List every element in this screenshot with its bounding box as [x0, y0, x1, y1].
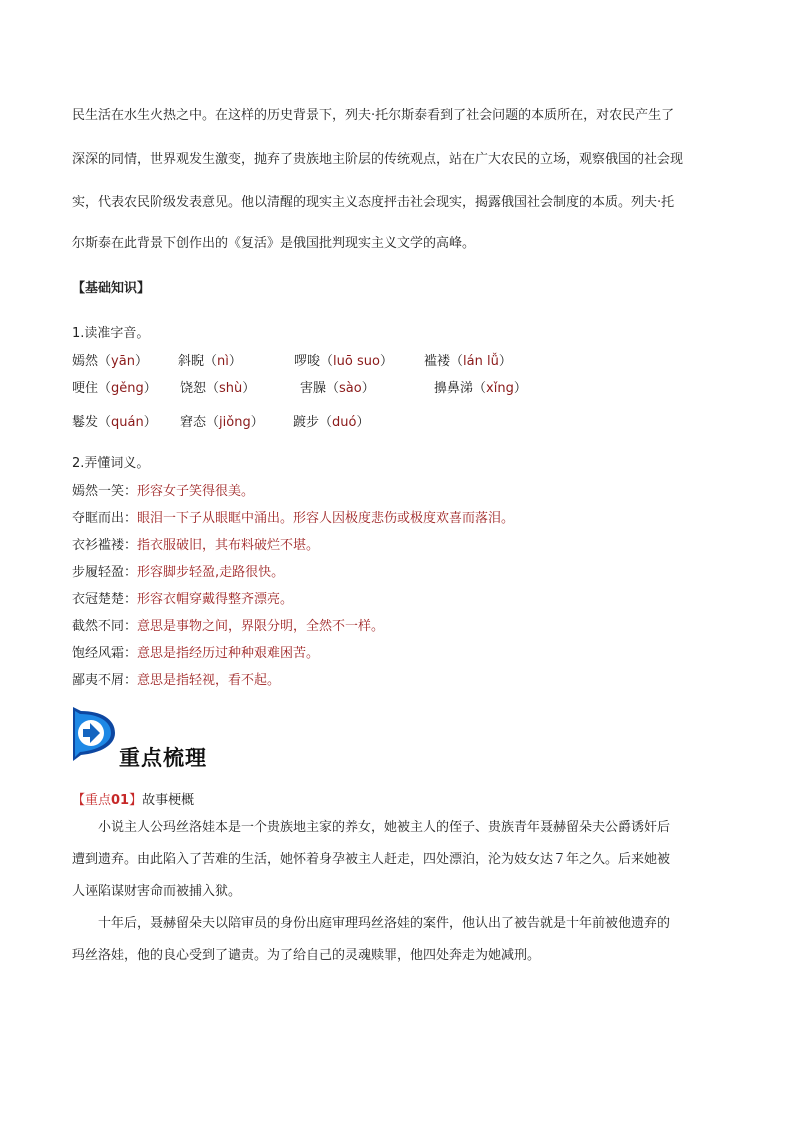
point-title: 故事梗概: [142, 793, 195, 808]
pronunciation-item: [424, 350, 512, 369]
pron-word: 踱步: [293, 415, 320, 430]
pron-pinyin: duó: [332, 415, 357, 430]
pron-pinyin: sào: [339, 381, 362, 396]
story-line: 遭到遗弃。由此陷入了苦难的生活，她怀着身孕被主人赶走，四处漂泊，沦为妓女达７年之久。后来她被: [72, 852, 671, 867]
paren-open: （: [98, 415, 112, 430]
pron-word: 饶恕: [180, 381, 207, 396]
basic-knowledge-label: 【基础知识】: [72, 281, 151, 296]
vocab-term: 鄙夷不屑：: [72, 673, 138, 688]
vocab-term: 嫣然一笑：: [72, 484, 138, 499]
paren-close: ）: [250, 415, 264, 430]
paren-open: （: [204, 354, 218, 369]
vocab-item: [72, 642, 319, 661]
pronunciation-item: [72, 377, 157, 396]
paren-open: （: [326, 381, 340, 396]
pron-pinyin: quán: [111, 415, 144, 430]
vocab-definition: 形容脚步轻盈,走路很快。: [137, 565, 285, 580]
vocab-term: 衣衫褴褛：: [72, 538, 138, 553]
pron-word: 鬈发: [72, 415, 99, 430]
paren-open: （: [320, 354, 334, 369]
paren-close: ）: [356, 415, 370, 430]
paren-close: ）: [513, 381, 527, 396]
intro-line: 深深的同情，世界观发生激变，抛弃了贵族地主阶层的传统观点，站在广大农民的立场，观察俄国的社会现: [72, 152, 684, 167]
vocab-term: 饱经风霜：: [72, 646, 138, 661]
vocab-definition: 指衣服破旧，其布料破烂不堪。: [137, 538, 320, 553]
vocab-definition: 形容衣帽穿戴得整齐漂亮。: [137, 592, 294, 607]
vocab-term: 衣冠楚楚：: [72, 592, 138, 607]
pron-pinyin: yān: [111, 354, 135, 369]
pronunciation-item: [293, 411, 370, 430]
paren-open: （: [206, 381, 220, 396]
pron-pinyin: shù: [219, 381, 243, 396]
vocab-item: [72, 561, 284, 580]
vocab-item: [72, 480, 254, 499]
pronunciation-item: [72, 350, 148, 369]
paren-open: （: [98, 381, 112, 396]
pron-word: 窘态: [180, 415, 207, 430]
paren-close: ）: [228, 354, 242, 369]
vocab-item: [72, 615, 384, 634]
story-line: 人诬陷谋财害命而被捕入狱。: [72, 884, 242, 899]
pronunciation-item: [294, 350, 393, 369]
point-tag-open: 【重点: [72, 793, 112, 808]
vocab-term: 截然不同：: [72, 619, 138, 634]
vocab-item: [72, 588, 293, 607]
pron-word: 害臊: [300, 381, 327, 396]
paren-close: ）: [143, 381, 157, 396]
vocab-definition: 意思是指轻视，看不起。: [137, 673, 281, 688]
pron-word: 哽住: [72, 381, 99, 396]
arrow-right-icon: [71, 705, 119, 763]
pron-word: 啰唆: [294, 354, 321, 369]
paren-close: ）: [134, 354, 148, 369]
point-tag-close: 】: [129, 793, 143, 808]
key-points-title: 重点梳理: [119, 745, 207, 770]
vocab-term: 夺眶而出：: [72, 511, 138, 526]
pronunciation-item: [178, 350, 242, 369]
pron-word: 擤鼻涕: [434, 381, 474, 396]
paren-open: （: [473, 381, 487, 396]
pron-word: 褴褛: [424, 354, 451, 369]
point-number: 01: [111, 793, 130, 808]
vocab-definition: 意思是事物之间，界限分明，全然不一样。: [137, 619, 385, 634]
paren-close: ）: [143, 415, 157, 430]
pron-pinyin: xǐng: [486, 381, 514, 396]
pron-pinyin: gěng: [111, 381, 144, 396]
vocab-definition: 眼泪一下子从眼眶中涌出。形容人因极度悲伤或极度欢喜而落泪。: [137, 511, 515, 526]
vocab-item: [72, 669, 280, 688]
vocab-item: [72, 534, 319, 553]
pronunciation-item: [180, 411, 264, 430]
story-line: 十年后，聂赫留朵夫以陪审员的身份出庭审理玛丝洛娃的案件，他认出了被告就是十年前被他遗弃的: [98, 916, 671, 931]
pron-pinyin: luō suo: [333, 354, 380, 369]
pronunciation-heading: 1.读准字音。: [72, 326, 150, 341]
pronunciation-item: [72, 411, 157, 430]
intro-line: 实，代表农民阶级发表意见。他以清醒的现实主义态度抨击社会现实，揭露俄国社会制度的本质。列夫·托: [72, 195, 675, 210]
story-line: 玛丝洛娃，他的良心受到了谴责。为了给自己的灵魂赎罪，他四处奔走为她减刑。: [72, 948, 541, 963]
paren-open: （: [206, 415, 220, 430]
pronunciation-row: [72, 377, 772, 395]
pronunciation-row: [72, 411, 772, 429]
paren-open: （: [98, 354, 112, 369]
pron-pinyin: jiǒng: [219, 415, 251, 430]
vocab-definition: 意思是指经历过种种艰难困苦。: [137, 646, 320, 661]
story-line: 小说主人公玛丝洛娃本是一个贵族地主家的养女，她被主人的侄子、贵族青年聂赫留朵夫公爵诱奸后: [98, 820, 671, 835]
intro-line: 尔斯泰在此背景下创作出的《复活》是俄国批判现实主义文学的高峰。: [72, 236, 476, 251]
pron-word: 嫣然: [72, 354, 99, 369]
vocab-term: 步履轻盈：: [72, 565, 138, 580]
vocab-definition: 形容女子笑得很美。: [137, 484, 255, 499]
pronunciation-item: [300, 377, 375, 396]
pron-pinyin: nì: [217, 354, 229, 369]
vocab-item: [72, 507, 514, 526]
pronunciation-item: [180, 377, 255, 396]
paren-open: （: [450, 354, 464, 369]
pron-word: 斜睨: [178, 354, 205, 369]
pronunciation-row: [72, 350, 772, 368]
vocabulary-heading: 2.弄懂词义。: [72, 456, 150, 471]
paren-close: ）: [361, 381, 375, 396]
pronunciation-item: [434, 377, 527, 396]
paren-close: ）: [498, 354, 512, 369]
paren-open: （: [319, 415, 333, 430]
paren-close: ）: [379, 354, 393, 369]
intro-line: 民生活在水生火热之中。在这样的历史背景下，列夫·托尔斯泰看到了社会问题的本质所在，对农民产生了: [72, 108, 675, 123]
point-label: [72, 789, 194, 808]
pron-pinyin: lán lǚ: [463, 354, 499, 369]
paren-close: ）: [242, 381, 256, 396]
